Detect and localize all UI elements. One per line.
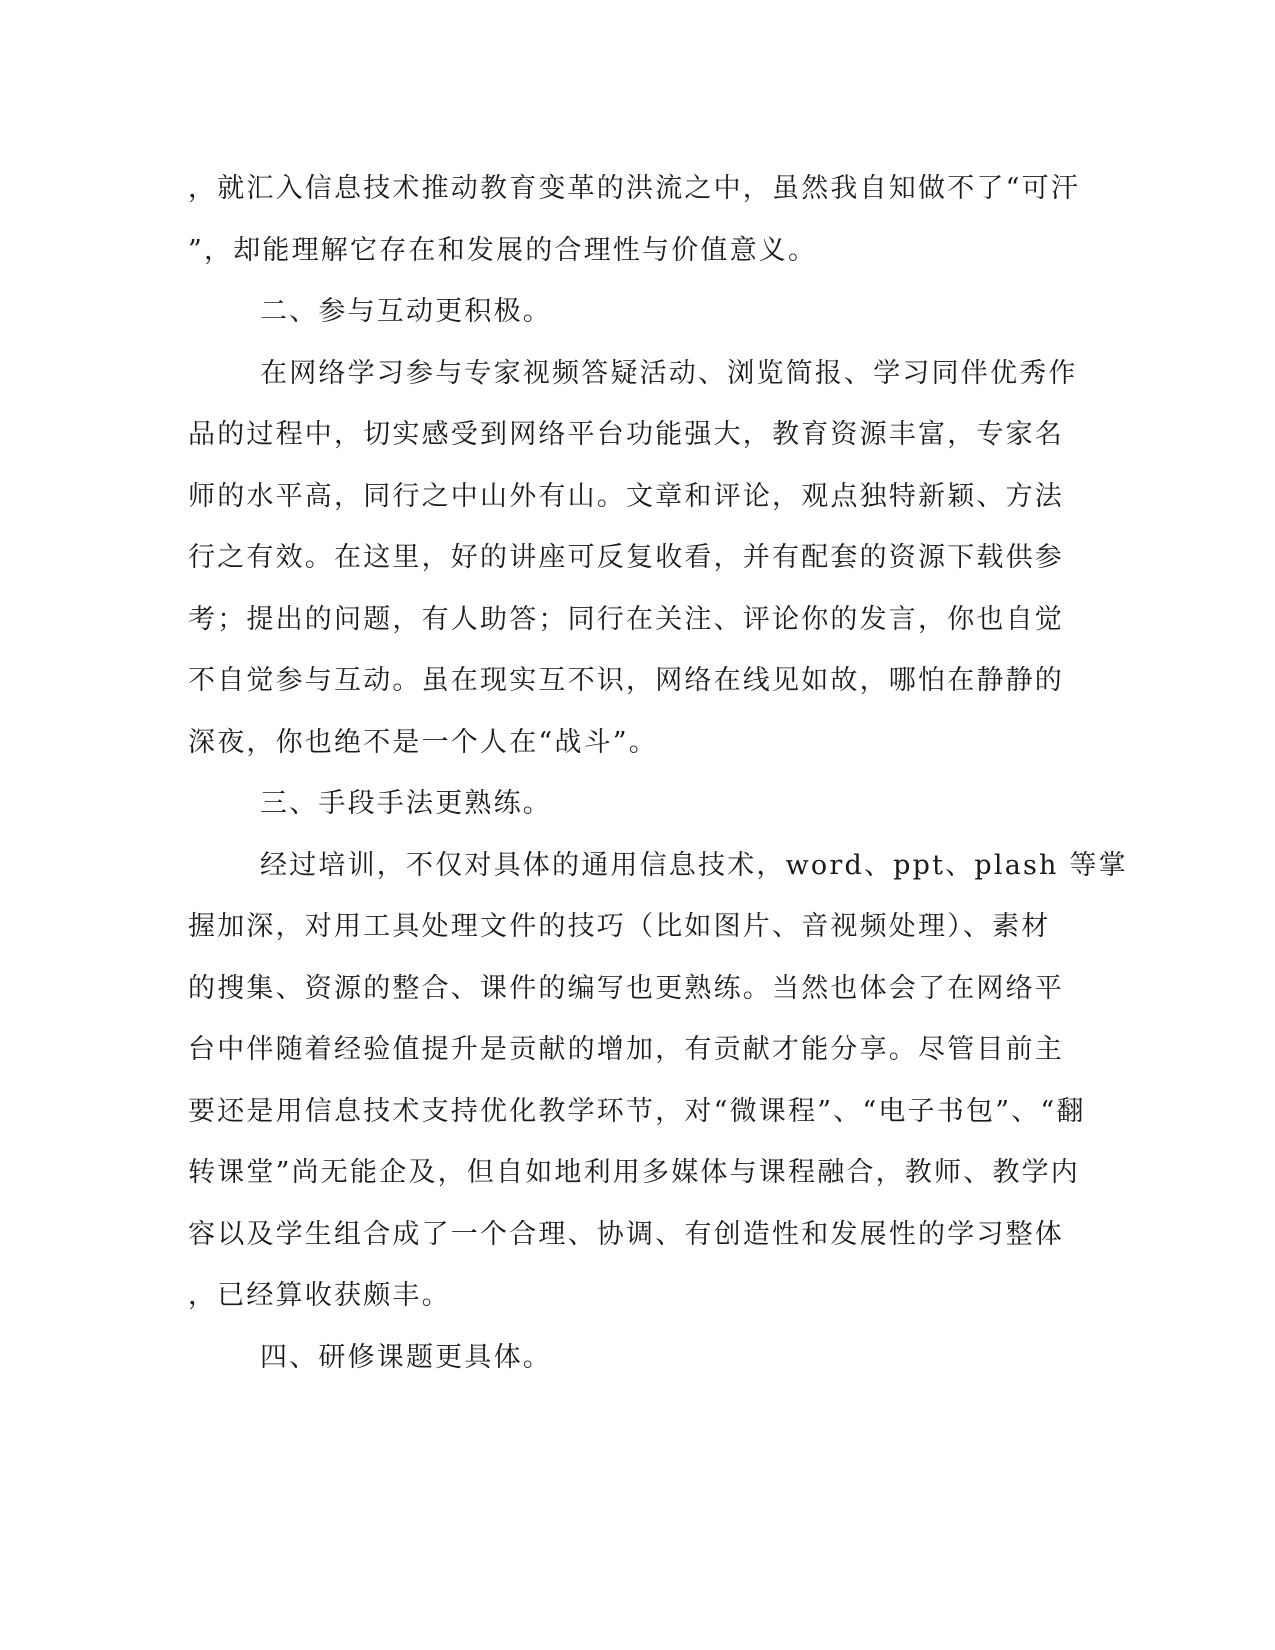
text-line: 品的过程中，切实感受到网络平台功能强大，教育资源丰富，专家名 xyxy=(188,419,1064,450)
text-line: 在网络学习参与专家视频答疑活动、浏览简报、学习同伴优秀作 xyxy=(260,357,1078,389)
text-line: 容以及学生组合成了一个合理、协调、有创造性和发展性的学习整体 xyxy=(188,1218,1064,1250)
document-body xyxy=(188,158,1128,1388)
text-line: 行之有效。在这里，好的讲座可反复收看，并有配套的资源下载供参 xyxy=(188,542,1064,573)
section-heading: 二、参与互动更积极。 xyxy=(260,296,552,327)
text-line: 转课堂”尚无能企及，但自如地利用多媒体与课程融合，教师、教学内 xyxy=(188,1157,1081,1188)
text-line: 握加深，对用工具处理文件的技巧（比如图片、音视频处理）、素材 xyxy=(188,911,1051,942)
text-line: 要还是用信息技术支持优化教学环节，对“微课程”、“电子书包”、“翻 xyxy=(188,1095,1086,1127)
text-line: 的搜集、资源的整合、课件的编写也更熟练。当然也体会了在网络平 xyxy=(188,972,1064,1004)
section-heading: 三、手段手法更熟练。 xyxy=(260,788,552,819)
text-line: 深夜，你也绝不是一个人在“战斗”。 xyxy=(188,726,659,758)
text-line: ”，却能理解它存在和发展的合理性与价值意义。 xyxy=(188,234,818,266)
section-heading: 四、研修课题更具体。 xyxy=(260,1341,552,1373)
text-line: ，已经算收获颇丰。 xyxy=(188,1280,451,1311)
text-line: 经过培训，不仅对具体的通用信息技术，word、ppt、plash 等掌 xyxy=(260,849,1128,881)
text-line: 不自觉参与互动。虽在现实互不识，网络在线见如故，哪怕在静静的 xyxy=(188,665,1064,696)
text-line: 师的水平高，同行之中山外有山。文章和评论，观点独特新颖、方法 xyxy=(188,480,1064,512)
text-line: 台中伴随着经验值提升是贡献的增加，有贡献才能分享。尽管目前主 xyxy=(188,1034,1064,1065)
text-line: ，就汇入信息技术推动教育变革的洪流之中，虽然我自知做不了“可汗 xyxy=(188,173,1081,204)
text-line: 考；提出的问题，有人助答；同行在关注、评论你的发言，你也自觉 xyxy=(188,603,1064,635)
